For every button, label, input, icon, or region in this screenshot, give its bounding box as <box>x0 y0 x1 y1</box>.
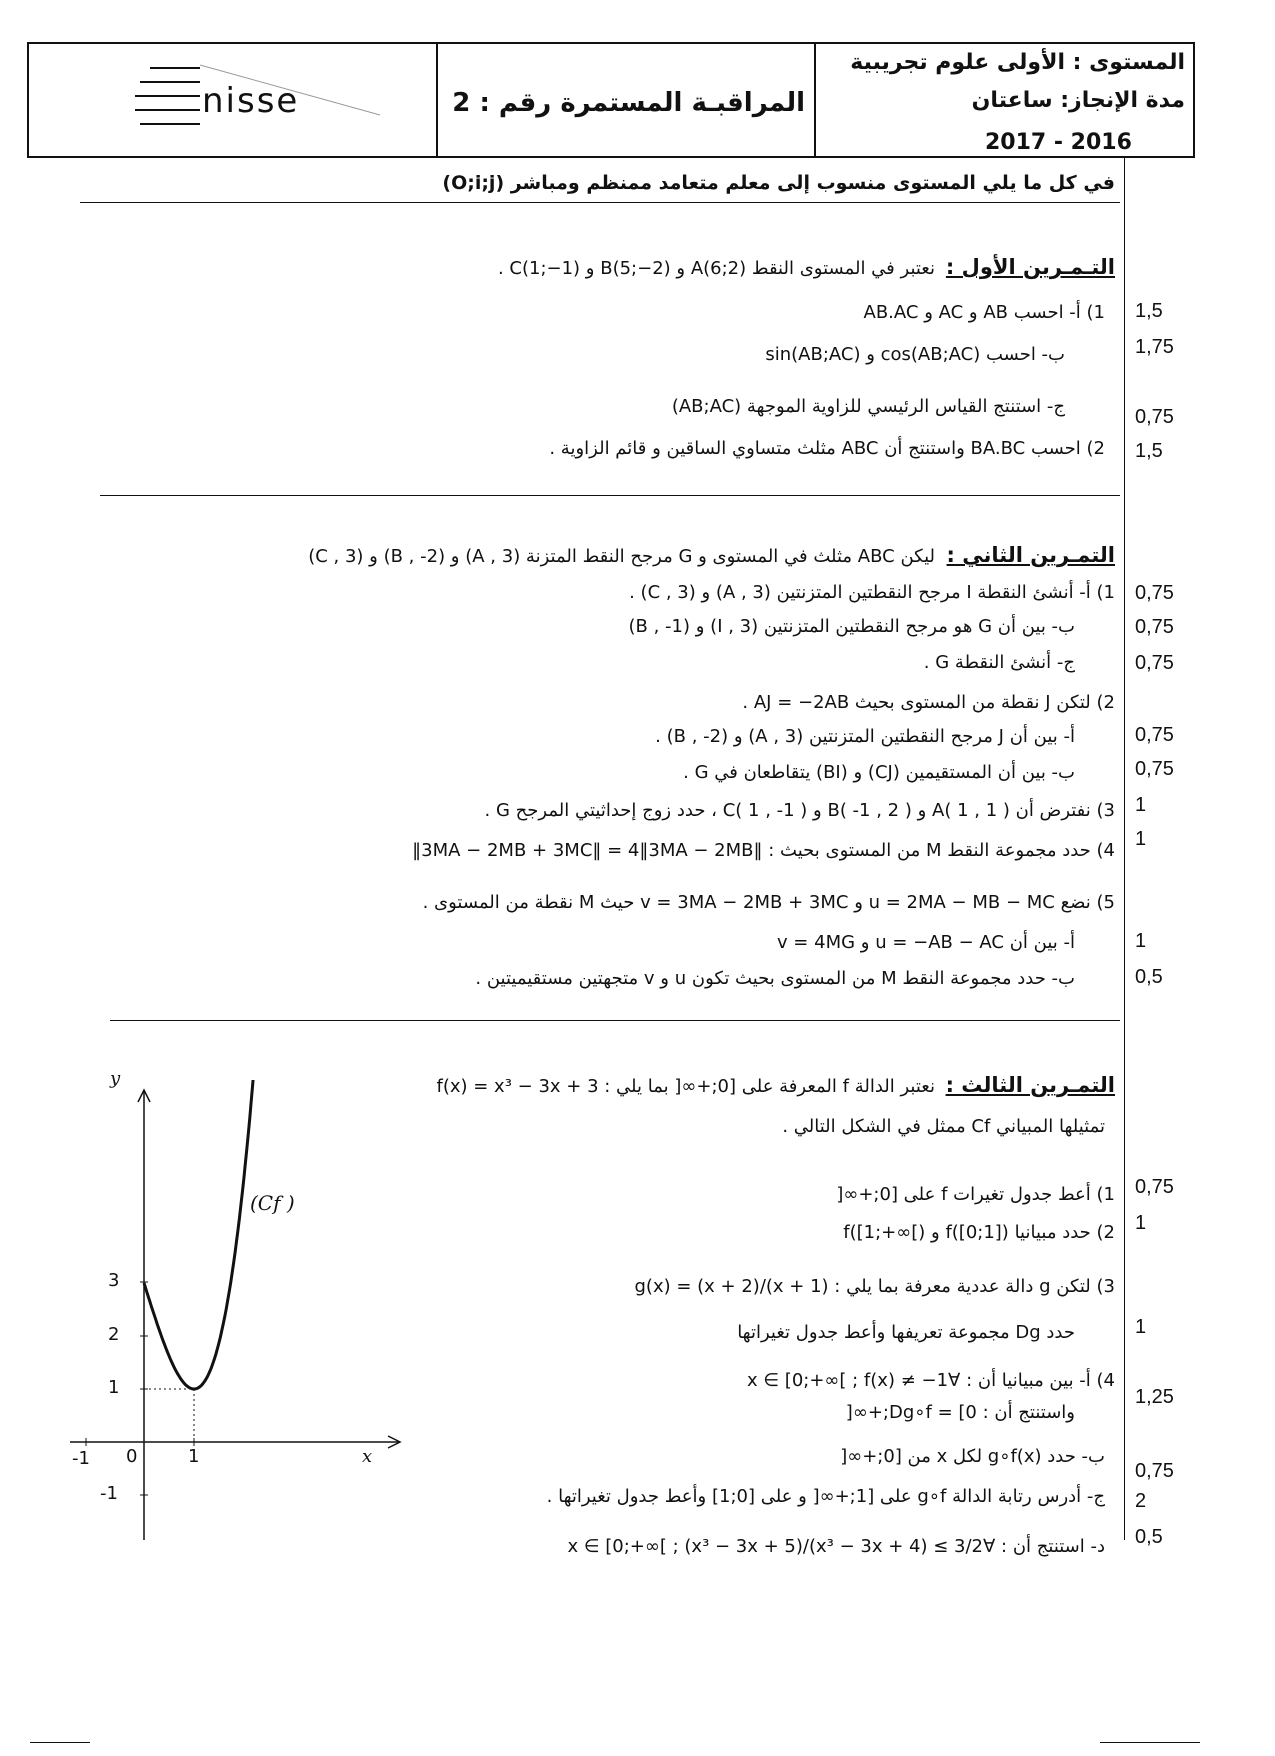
header-title: المراقبـة المستمرة رقم : 2 <box>452 88 805 118</box>
ex3-statement2: تمثيلها المبياني Cf ممثل في الشكل التالي . <box>782 1116 1105 1137</box>
ex2-q2: 2) لتكن J نقطة من المستوى بحيث AJ = −2AB . <box>742 692 1115 713</box>
function-graph <box>60 1068 420 1540</box>
ex3-score-6: 2 <box>1135 1490 1147 1512</box>
header-divider-1 <box>436 42 438 158</box>
ex1-score-4: 1,5 <box>1135 440 1163 462</box>
ex1-q2: 2) احسب BA.BC واستنتج أن ABC مثلث متساوي الساقين و قائم الزاوية . <box>549 438 1105 459</box>
ex3-q4a2: واستنتج أن : Dg∘f = [0;+∞[ <box>845 1402 1075 1423</box>
ex3-q4a: 4) أ- بين مبيانيا أن : ∀x ∈ [0;+∞[ ; f(x) ≠ −1 <box>747 1370 1115 1391</box>
ex1-score-3: 0,75 <box>1135 406 1174 428</box>
ex1-statement: نعتبر في المستوى النقط A(6;2) و B(5;−2) و C(1;−1) . <box>497 258 935 279</box>
y-tick-label-3: 3 <box>108 1270 120 1291</box>
ex1-q1c: ج- استنتج القياس الرئيسي للزاوية الموجهة (AB;AC) <box>671 396 1065 417</box>
y-axis-label: y <box>110 1068 121 1089</box>
header-bottom-line <box>814 156 1195 158</box>
ex2-q2b: ب- بين أن المستقيمين (CJ) و (BI) يتقاطعان في G . <box>683 762 1075 783</box>
x-tick-label-neg1: -1 <box>72 1448 90 1469</box>
ex1-q1b: ب- احسب cos(AB;AC) و sin(AB;AC) <box>765 344 1065 365</box>
ex3-q3: 3) لتكن g دالة عددية معرفة بما يلي : g(x) = (x + 2)/(x + 1) <box>634 1276 1115 1297</box>
ex2-q4: 4) حدد مجموعة النقط M من المستوى بحيث : ‖3MA − 2MB + 3MC‖ = 4‖3MA − 2MB‖ <box>412 840 1115 861</box>
ex2-q5b: ب- حدد مجموعة النقط M من المستوى بحيث تكون u و v متجهتين مستقيميتين . <box>475 968 1075 989</box>
ex3-q2: 2) حدد مبيانيا f([0;1]) و f([1;+∞[) <box>843 1222 1115 1243</box>
ex1-title: التـمـرين الأول : <box>945 255 1115 279</box>
ex2-q3: 3) نفترض أن A( 1 , 1 ) و B( -1 , 2 ) و C( 1 , -1 ) ، حدد زوج إحداثيتي المرجح G . <box>484 800 1115 821</box>
footer-line-right <box>1100 1742 1200 1743</box>
curve-cf <box>144 1080 262 1389</box>
ex3-statement: نعتبر الدالة f المعرفة على [0;+∞[ بما يلي : f(x) = x³ − 3x + 3 <box>436 1076 935 1097</box>
ex2-score-2: 0,75 <box>1135 616 1174 638</box>
ex3-title: التمـرين الثالث : <box>945 1073 1115 1097</box>
ex2-score-6: 1 <box>1135 794 1147 816</box>
graph-svg <box>60 1080 420 1540</box>
ex1-score-2: 1,75 <box>1135 336 1174 358</box>
ex3-q4b: ب- حدد g∘f(x) لكل x من [0;+∞[ <box>840 1446 1105 1467</box>
ex3-score-7: 0,5 <box>1135 1526 1163 1548</box>
ex2-title: التمـرين الثاني : <box>946 543 1115 567</box>
ex2-q2a: أ- بين أن J مرجح النقطتين المتزنتين (A , 3) و (B , -2) . <box>655 726 1075 747</box>
ex2-q5a: أ- بين أن u = −AB − AC و v = 4MG <box>776 932 1075 953</box>
ex2-score-9: 0,5 <box>1135 966 1163 988</box>
ex2-score-4: 0,75 <box>1135 724 1174 746</box>
header-level: المستوى : الأولى علوم تجريبية <box>850 50 1185 75</box>
y-tick-label-2: 2 <box>108 1324 120 1345</box>
logo-text: nisse <box>202 81 300 121</box>
header-divider-2 <box>814 42 816 158</box>
ex2-score-5: 0,75 <box>1135 758 1174 780</box>
ex3-score-3: 1 <box>1135 1316 1147 1338</box>
ex3-q4d: د- استنتج أن : ∀x ∈ [0;+∞[ ; (x³ − 3x + 5)/(x³ − 3x + 4) ≤ 3/2 <box>567 1536 1105 1557</box>
ex2-q1b: ب- بين أن G هو مرجح النقطتين المتزنتين (I , 3) و (B , -1) <box>628 616 1075 637</box>
score-column-line <box>1124 158 1125 1540</box>
y-tick-label-1: 1 <box>108 1377 120 1398</box>
ex3-q4c: ج- أدرس رتابة الدالة g∘f على [1;+∞[ و على [0;1] وأعط جدول تغيراتها . <box>546 1486 1105 1507</box>
separator-1 <box>100 495 1120 496</box>
ex3-score-4: 1,25 <box>1135 1386 1174 1408</box>
header-year: 2017 - 2016 <box>985 130 1132 155</box>
header-duration: مدة الإنجاز: ساعتان <box>971 88 1185 113</box>
ex2-q1a: 1) أ- أنشئ النقطة I مرجح النقطتين المتزنتين (A , 3) و (C , 3) . <box>629 582 1115 603</box>
ex3-score-2: 1 <box>1135 1212 1147 1234</box>
logo <box>130 60 390 140</box>
ex2-q5: 5) نضع u = 2MA − MB − MC و v = 3MA − 2MB + 3MC حيث M نقطة من المستوى . <box>422 892 1115 913</box>
x-tick-label-0: 0 <box>126 1446 138 1467</box>
ex1-q1a: 1) أ- احسب AB و AC و AB.AC <box>863 302 1105 323</box>
ex3-score-1: 0,75 <box>1135 1176 1174 1198</box>
ex2-score-8: 1 <box>1135 930 1147 952</box>
x-axis-label: x <box>362 1446 373 1467</box>
ex2-statement: ليكن ABC مثلث في المستوى و G مرجح النقط المتزنة (A , 3) و (B , -2) و (C , 3) <box>308 546 935 567</box>
ex2-score-1: 0,75 <box>1135 582 1174 604</box>
ex3-score-5: 0,75 <box>1135 1460 1174 1482</box>
ex1-score-1: 1,5 <box>1135 300 1163 322</box>
x-tick-label-1: 1 <box>188 1446 200 1467</box>
y-tick-label-neg1: -1 <box>100 1483 118 1504</box>
ex3-q3b: حدد Dg مجموعة تعريفها وأعط جدول تغيراتها <box>737 1322 1075 1343</box>
separator-2 <box>110 1020 1120 1021</box>
ex2-q1c: ج- أنشئ النقطة G . <box>923 652 1075 673</box>
intro-underline <box>80 202 1120 203</box>
ex2-score-7: 1 <box>1135 828 1147 850</box>
footer-line-left <box>30 1742 90 1743</box>
ex3-q1: 1) أعط جدول تغيرات f على [0;+∞[ <box>836 1184 1115 1205</box>
intro-text: في كل ما يلي المستوى منسوب إلى معلم متعامد ممنظم ومباشر (O;i;j) <box>442 172 1115 194</box>
curve-label: (Cf ) <box>250 1191 295 1215</box>
ex2-score-3: 0,75 <box>1135 652 1174 674</box>
